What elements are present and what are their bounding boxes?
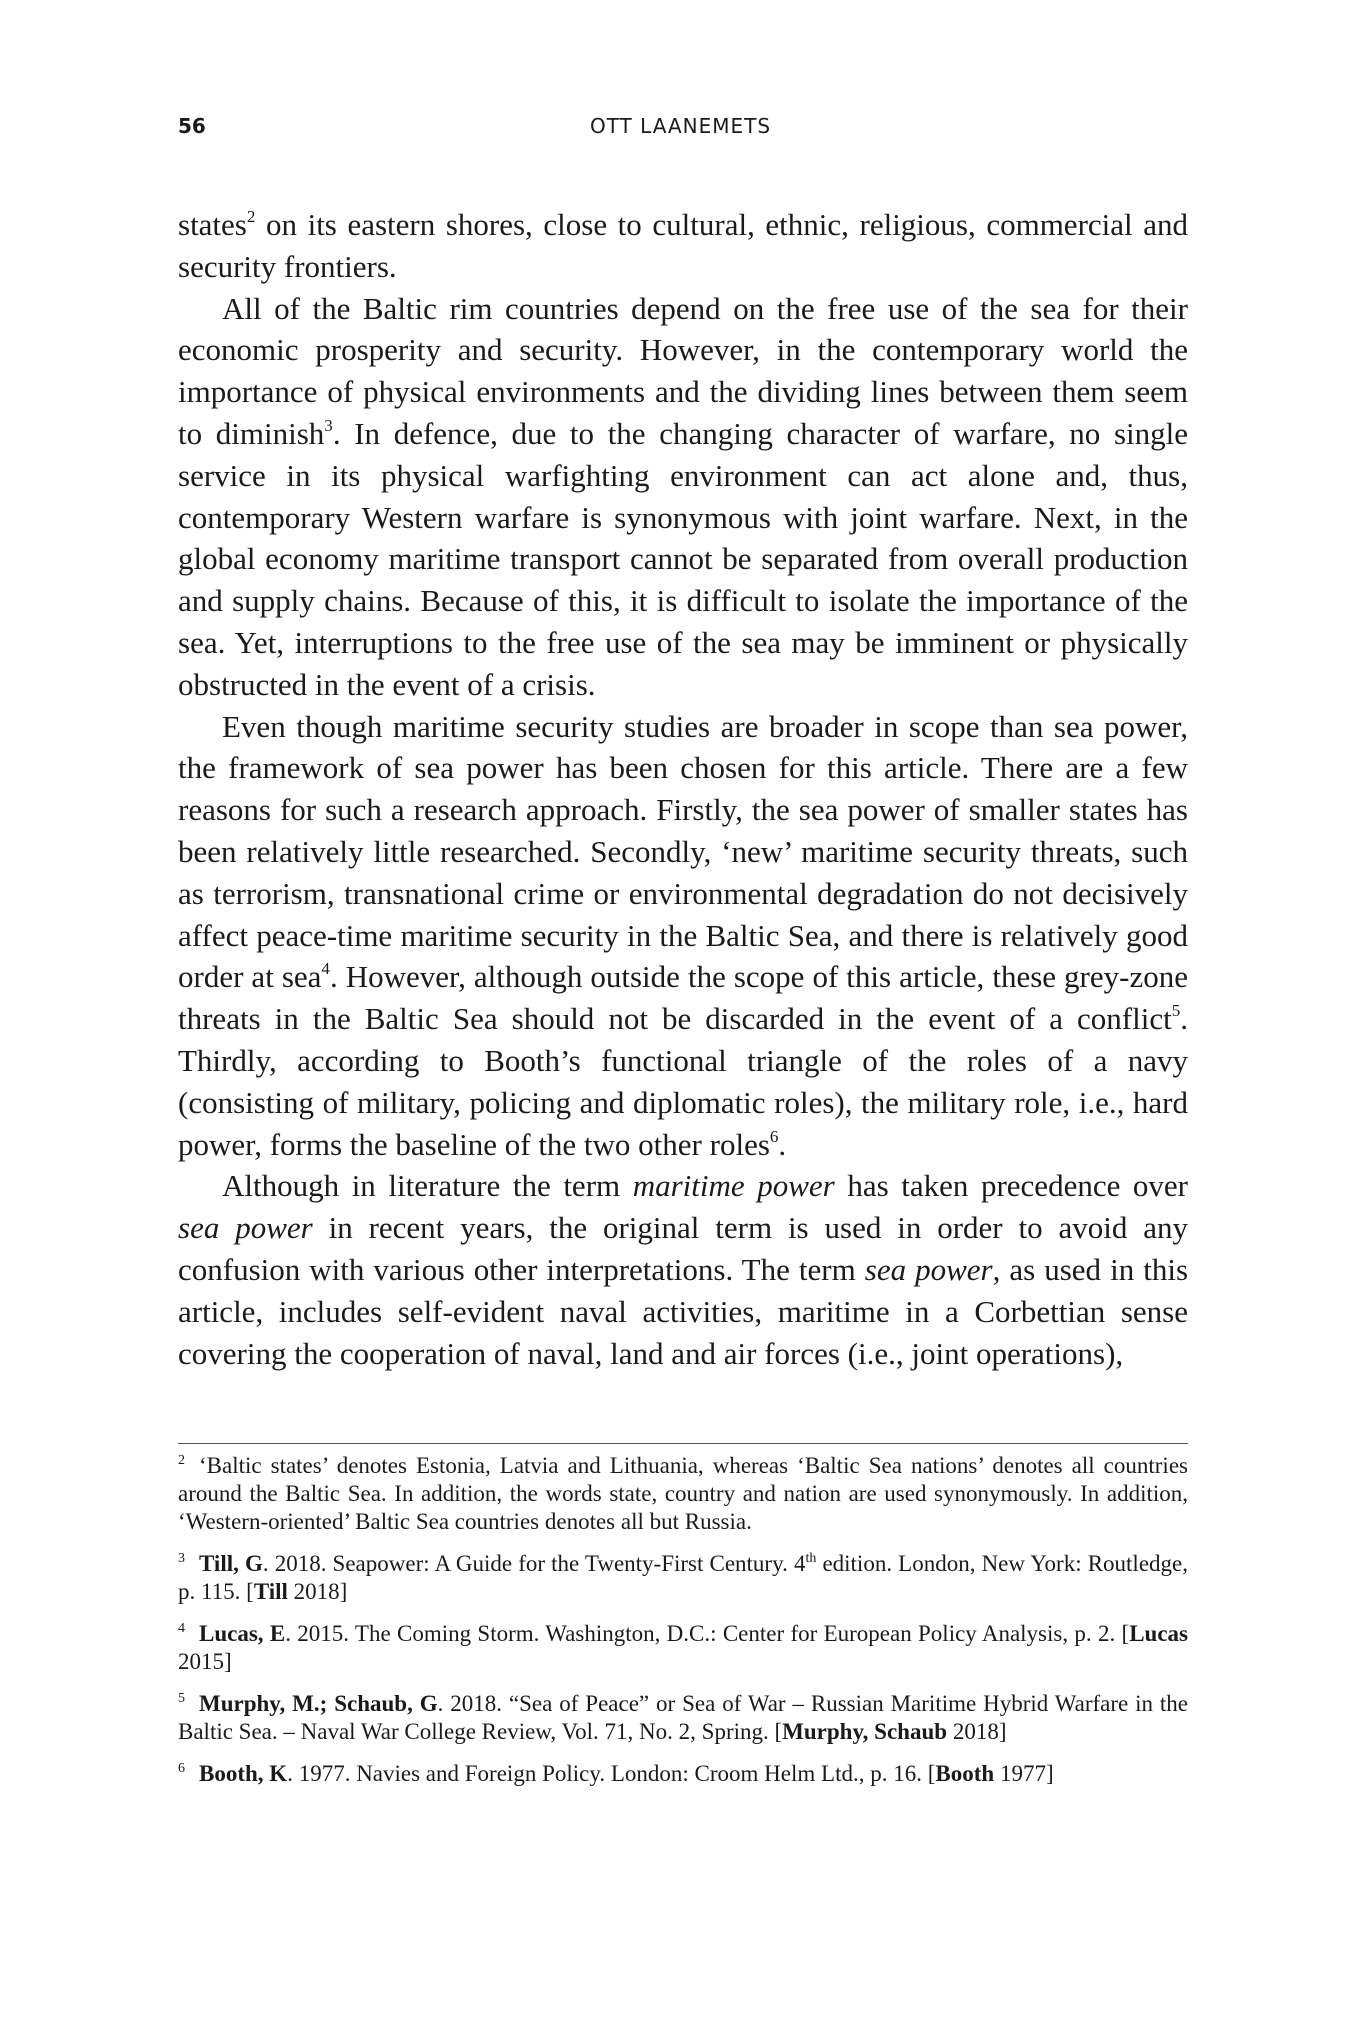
body-text <box>178 204 1188 1374</box>
footnote-text: . 2018. “Sea of Peace” or Sea of War – Russian Maritime Hybrid Warfare in the Baltic Sea. – Naval War College Review, Vol. 71, No. 2, Spring. [ <box>178 1691 1188 1744</box>
paragraph-4-text-a: Although in literature the term <box>222 1168 633 1204</box>
footnote-ref-3: 3 <box>324 416 333 436</box>
paragraph-1 <box>178 204 1188 288</box>
paragraph-2-text-b: . In defence, due to the changing character of warfare, no single service in its physical warfighting environment can act alone and, thus, contemporary Western warfare is synonymous with joint warfare. Next, in the global economy maritime transport cannot be separated from overall production and supply chains. Because of this, it is difficult to isolate the importance of the sea. Yet, interruptions to the free use of the sea may be imminent or physically obstructed in the event of a crisis. <box>178 415 1188 702</box>
footnote-ref-2: 2 <box>246 207 256 227</box>
footnote-cite-year: 2018] <box>287 1579 348 1604</box>
footnote-author: Booth, K <box>199 1761 288 1786</box>
term-sea-power: sea power <box>178 1210 313 1246</box>
paragraph-3-text-b: . However, although outside the scope of this article, these grey-zone threats in the Baltic Sea should not be discarded in the event of a conflict <box>178 959 1188 1037</box>
footnote-mark: 6 <box>178 1761 185 1776</box>
paragraph-2 <box>178 288 1188 706</box>
footnote-2 <box>178 1452 1188 1536</box>
paragraph-3-text-c: . Thirdly, according to Booth’s functional triangle of the roles of a navy (consisting of military, policing and diplomatic roles), the military role, i.e., hard power, forms the baseline of the two other roles <box>178 1001 1188 1162</box>
footnote-cite-year: 1977] <box>994 1761 1054 1786</box>
footnote-cite-key: Lucas <box>1129 1621 1188 1646</box>
footnote-ref-6: 6 <box>769 1126 779 1146</box>
footnote-cite-key: Till <box>253 1579 288 1604</box>
footnote-6 <box>178 1760 1188 1788</box>
footnote-cite-key: Murphy, Schaub <box>782 1719 948 1744</box>
footnote-cite-year: 2018] <box>947 1719 1007 1744</box>
paragraph-1-text-b: on its eastern shores, close to cultural, ethnic, religious, commercial and security frontiers. <box>178 207 1188 284</box>
footnote-separator <box>178 1443 1188 1444</box>
paragraph-3-text-a: Even though maritime security studies are broader in scope than sea power, the framework of sea power has been chosen for this article. There are a few reasons for such a research approach. Firstly, the sea power of smaller states has been relatively little researched. Secondly, ‘new’ maritime security threats, such as terrorism, transnational crime or environmental degradation do not decisively affect peace-time maritime security in the Baltic Sea, and there is relatively good order at sea <box>178 708 1188 995</box>
paragraph-3 <box>178 706 1188 1166</box>
footnote-4 <box>178 1620 1188 1676</box>
footnote-ref-4: 4 <box>321 959 330 979</box>
footnote-mark: 4 <box>178 1621 185 1636</box>
paragraph-4 <box>178 1165 1188 1374</box>
footnote-text: ‘Baltic states’ denotes Estonia, Latvia and Lithuania, whereas ‘Baltic Sea nations’ denotes all countries around the Baltic Sea. In addition, the words state, country and nation are used synonymously. In addition, ‘Western-oriented’ Baltic Sea countries denotes all but Russia. <box>178 1453 1188 1534</box>
footnote-mark: 2 <box>178 1453 185 1468</box>
footnote-text: . 2015. The Coming Storm. Washington, D.C.: Center for European Policy Analysis, p. 2. [ <box>285 1621 1130 1646</box>
footnote-mark: 3 <box>178 1551 185 1566</box>
footnote-text-2: edition. London, New York: Routledge, p. 115. [ <box>178 1551 1188 1604</box>
running-head: OTT LAANEMETS <box>589 114 772 138</box>
term-maritime-power: maritime power <box>632 1168 835 1204</box>
footnote-author: Murphy, M.; Schaub, G <box>199 1691 438 1716</box>
footnote-text: . 1977. Navies and Foreign Policy. London: Croom Helm Ltd., p. 16. [ <box>287 1761 936 1786</box>
footnote-5 <box>178 1690 1188 1746</box>
paragraph-2-text-a: All of the Baltic rim countries depend on the free use of the sea for their economic prosperity and security. However, in the contemporary world the importance of physical environments and the dividing lines between them seem to diminish <box>178 290 1188 451</box>
paragraph-4-text-b: has taken precedence over <box>834 1168 1189 1204</box>
footnote-ref-5: 5 <box>1171 1001 1181 1021</box>
footnote-mark: 5 <box>178 1691 185 1706</box>
footnote-text: . 2018. Seapower: A Guide for the Twenty-First Century. 4 <box>262 1551 806 1576</box>
footnote-3 <box>178 1550 1188 1606</box>
page-number: 56 <box>178 114 206 138</box>
footnote-author: Till, G <box>199 1551 263 1576</box>
footnote-author: Lucas, E <box>199 1621 286 1646</box>
footnote-ordinal-suffix: th <box>805 1551 817 1566</box>
paragraph-4-text-c: in recent years, the original term is used in order to avoid any confusion with various other interpretations. The term <box>178 1210 1188 1287</box>
term-sea-power-2: sea power <box>864 1251 993 1287</box>
footnotes <box>178 1452 1188 1802</box>
footnote-cite-year: 2015] <box>178 1649 232 1674</box>
footnote-cite-key: Booth <box>935 1761 995 1786</box>
paragraph-4-text-d: , as used in this article, includes self-evident naval activities, maritime in a Corbettian sense covering the cooperation of naval, land and air forces (i.e., joint operations), <box>178 1251 1189 1371</box>
paragraph-3-text-d: . <box>778 1126 787 1162</box>
paragraph-1-text-a: states <box>178 207 247 242</box>
